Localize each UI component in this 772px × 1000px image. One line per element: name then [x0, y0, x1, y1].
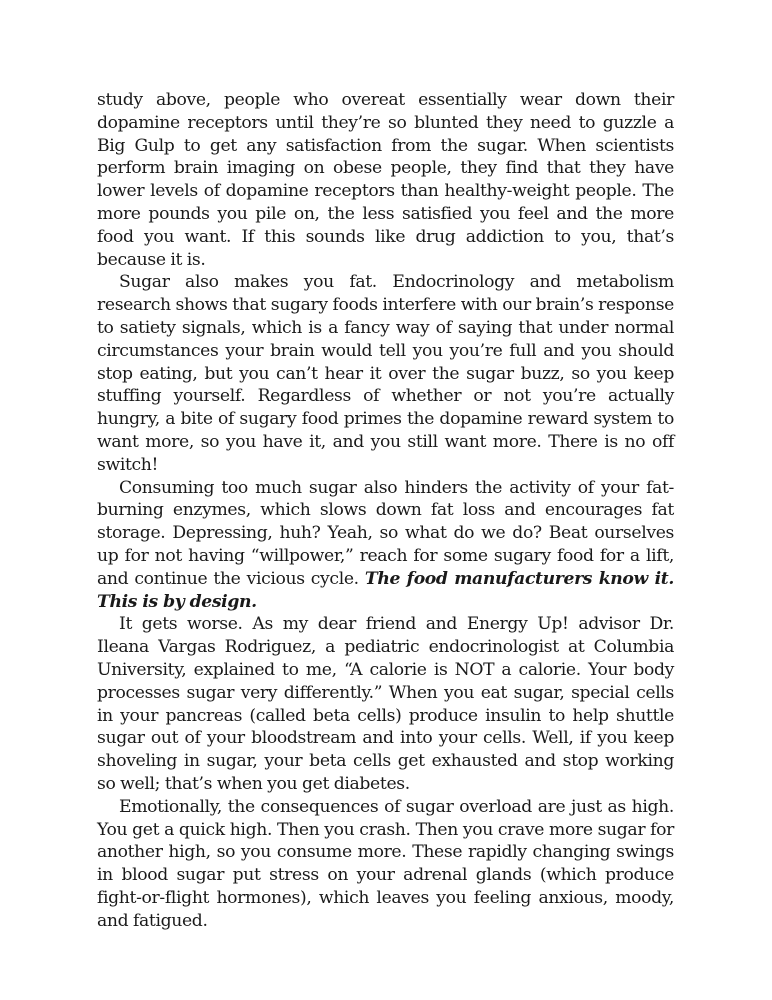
paragraph-sugar-makes-you-fat: Sugar also makes you fat. Endocrinology and metabolism research shows that sugary foods interfere with our brain’s response to satiety signals, which is a fancy way of saying that under normal circumstances your brain would tell you you’re full and you should stop eating, but you can’t hear it over the sugar buzz, so you keep stuffing yourself. Regardless of whether or not you’re actually hungry, a bite of sugary food primes the dopamine reward system to want more, so you have it, and you still want more. There is no off switch!	[97, 272, 674, 475]
paragraph-calorie-not-calorie: It gets worse. As my dear friend and Energy Up! advisor Dr. Ileana Vargas Rodriguez, a pediatric endocrinologist at Columbia University, explained to me, “A calorie is NOT a calorie. Your body processes sugar very differently.” When you eat sugar, special cells in your pancreas (called beta cells) produce insulin to help shuttle sugar out of your bloodstream and into your cells. Well, if you keep shoveling in sugar, your beta cells get exhausted and stop working so well; that’s when you get diabetes.	[97, 614, 674, 794]
paragraph-dopamine-receptors: study above, people who overeat essentially wear down their dopamine receptors until they’re so blunted they need to guzzle a Big Gulp to get any satisfaction from the sugar. When scientists perform brain imaging on obese people, they find that they have lower levels of dopamine receptors than healthy-weight people. The more pounds you pile on, the less satisfied you feel and the more food you want. If this sounds like drug addiction to you, that’s because it is.	[97, 90, 674, 270]
emphasis-by-design: The food manufacturers know it. This is by design.	[97, 568, 674, 612]
paragraph-emotional-consequences: Emotionally, the consequences of sugar overload are just as high. You get a quick high. Then you crash. Then you crave more sugar for another high, so you consume more. These rapidly changing swings in blood sugar put stress on your adrenal glands (which produce fight-or-flight hormones), which leaves you feeling anxious, moody, and fatigued.	[97, 796, 674, 931]
paragraph-fat-burning-enzymes-text: Consuming too much sugar also hinders the activity of your fat-burning enzymes, which slows down fat loss and encourages fat storage. Depressing, huh? Yeah, so what do we do? Beat ourselves up for not having “willpower,” reach for some sugary food for a lift, and continue the vicious cycle.	[97, 477, 674, 589]
book-page-text	[97, 89, 674, 932]
paragraph-fat-burning-enzymes	[97, 477, 674, 614]
